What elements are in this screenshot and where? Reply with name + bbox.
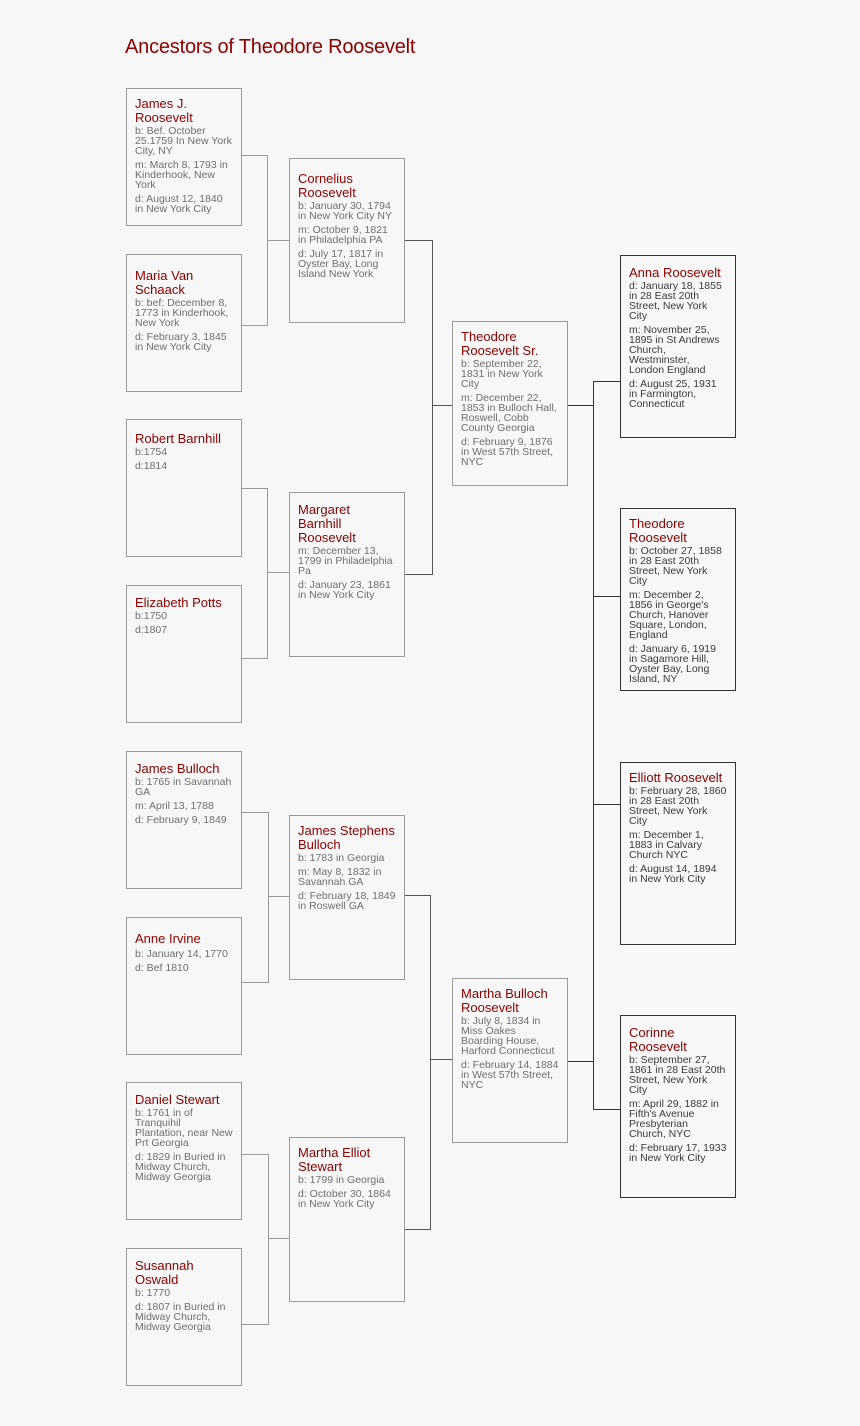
person-name: Martha Bulloch Roosevelt xyxy=(461,986,548,1015)
marriage-fact: m: October 9, 1821 in Philadelphia PA xyxy=(298,224,388,246)
connector-line xyxy=(593,1109,620,1110)
page-title: Ancestors of Theodore Roosevelt xyxy=(125,36,416,58)
connector-line xyxy=(242,1154,269,1155)
person-card-daniel-stewart[interactable] xyxy=(126,1082,242,1220)
marriage-fact: m: December 1, 1883 in Calvary Church NYC xyxy=(629,829,704,861)
connector-line xyxy=(267,240,290,241)
connector-line xyxy=(405,574,432,575)
death-fact: d: 1829 in Buried in Midway Church, Midway Georgia xyxy=(135,1151,226,1183)
birth-fact: b: 1761 in of Tranquihil Plantation, near New Prt Georgia xyxy=(135,1107,233,1149)
person-name: James J. Roosevelt xyxy=(135,96,193,125)
birth-fact: b: 1765 in Savannah GA xyxy=(135,776,232,798)
marriage-fact: m: December 13, 1799 in Philadelphia Pa xyxy=(298,545,393,577)
death-fact: d: 1807 in Buried in Midway Church, Midway Georgia xyxy=(135,1301,226,1333)
death-fact: d: February 17, 1933 in New York City xyxy=(629,1142,727,1164)
connector-line xyxy=(430,1059,452,1060)
person-card-elliott-roosevelt[interactable] xyxy=(620,762,736,945)
person-card-martha-elliot-stewart[interactable] xyxy=(289,1137,405,1302)
connector-line xyxy=(593,381,620,382)
connector-line xyxy=(432,240,433,575)
connector-line xyxy=(242,658,268,659)
person-name: Martha Elliot Stewart xyxy=(298,1145,371,1174)
marriage-fact: m: April 13, 1788 xyxy=(135,800,214,812)
person-name: Robert Barnhill xyxy=(135,431,221,446)
death-fact: d:1814 xyxy=(135,460,168,472)
connector-line xyxy=(268,1238,290,1239)
birth-fact: b: February 28, 1860 in 28 East 20th Street, New York City xyxy=(629,785,727,827)
person-name: Theodore Roosevelt Sr. xyxy=(461,329,539,358)
person-name: Daniel Stewart xyxy=(135,1092,220,1107)
person-name: Theodore Roosevelt xyxy=(629,516,687,545)
person-card-susannah-oswald[interactable] xyxy=(126,1248,242,1386)
birth-fact: b: January 30, 1794 in New York City NY xyxy=(298,200,392,222)
person-card-anna-roosevelt[interactable] xyxy=(620,255,736,438)
death-fact: d:1807 xyxy=(135,624,168,636)
person-name: Margaret Barnhill Roosevelt xyxy=(298,502,356,545)
death-fact: d: Bef 1810 xyxy=(135,962,189,974)
death-fact: d: January 23, 1861 in New York City xyxy=(298,579,391,601)
birth-fact: b: September 27, 1861 in 28 East 20th Street, New York City xyxy=(629,1054,726,1096)
person-name: James Bulloch xyxy=(135,761,220,776)
person-card-james-stephens-bulloch[interactable] xyxy=(289,815,405,980)
connector-line xyxy=(242,155,268,156)
birth-fact: b: bef: December 8, 1773 in Kinderhook, New York xyxy=(135,297,229,329)
person-card-margaret-barnhill-roosevelt[interactable] xyxy=(289,492,405,657)
person-card-theodore-roosevelt[interactable] xyxy=(620,508,736,691)
birth-fact: b: 1799 in Georgia xyxy=(298,1174,385,1186)
connector-line xyxy=(568,405,594,406)
death-fact: d: August 14, 1894 in New York City xyxy=(629,863,717,885)
person-card-robert-barnhill[interactable] xyxy=(126,419,242,557)
connector-line xyxy=(242,325,268,326)
connector-line xyxy=(432,405,452,406)
person-name: Maria Van Schaack xyxy=(135,268,194,297)
connector-line xyxy=(268,896,290,897)
person-card-maria-van-schaack[interactable] xyxy=(126,254,242,392)
birth-fact: b: January 14, 1770 xyxy=(135,948,228,960)
death-fact: d: February 9, 1849 xyxy=(135,814,227,826)
connector-line xyxy=(593,804,620,805)
birth-fact: b: July 8, 1834 in Miss Oakes Boarding House, Harford Connecticut xyxy=(461,1015,555,1057)
connector-line xyxy=(430,895,431,1230)
connector-line xyxy=(242,1324,269,1325)
birth-fact: b:1754 xyxy=(135,446,168,458)
marriage-fact: m: April 29, 1882 in Fifth's Avenue Presbyterian Church, NYC xyxy=(629,1098,719,1140)
connector-line xyxy=(405,895,431,896)
person-card-elizabeth-potts[interactable] xyxy=(126,585,242,723)
connector-line xyxy=(267,488,268,659)
person-card-martha-bulloch-roosevelt[interactable] xyxy=(452,978,568,1143)
connector-line xyxy=(242,982,269,983)
person-card-corinne-roosevelt[interactable] xyxy=(620,1015,736,1198)
death-fact: d: February 18, 1849 in Roswell GA xyxy=(298,890,396,912)
person-name: Cornelius Roosevelt xyxy=(298,171,356,200)
death-fact: d: August 25, 1931 in Farmington, Connecticut xyxy=(629,378,717,410)
death-fact: d: February 9, 1876 in West 57th Street, NYC xyxy=(461,436,554,468)
person-card-theodore-roosevelt-sr[interactable] xyxy=(452,321,568,486)
connector-line xyxy=(242,488,268,489)
birth-fact: b: 1770 xyxy=(135,1287,171,1299)
connector-line xyxy=(405,240,432,241)
marriage-fact: m: November 25, 1895 in St Andrews Church, Westminster, London England xyxy=(629,324,720,376)
connector-line xyxy=(568,1061,594,1062)
person-name: Corinne Roosevelt xyxy=(629,1025,687,1054)
connector-line xyxy=(267,572,290,573)
marriage-fact: m: December 22, 1853 in Bulloch Hall, Roswell, Cobb County Georgia xyxy=(461,392,557,434)
death-fact: d: February 14, 1884 in West 57th Street, NYC xyxy=(461,1059,559,1091)
death-fact: d: January 6, 1919 in Sagamore Hill, Oyster Bay, Long Island, NY xyxy=(629,643,716,685)
connector-line xyxy=(242,812,269,813)
connector-line xyxy=(268,812,269,983)
birth-fact: b:1750 xyxy=(135,610,168,622)
marriage-fact: m: March 8, 1793 in Kinderhook, New York xyxy=(135,159,228,191)
marriage-fact: m: December 2, 1856 in George's Church, Hanover Square, London, England xyxy=(629,589,709,641)
birth-fact: b: 1783 in Georgia xyxy=(298,852,385,864)
person-name: Elliott Roosevelt xyxy=(629,770,723,785)
person-name: Anna Roosevelt xyxy=(629,265,721,280)
death-fact: d: July 17, 1817 in Oyster Bay, Long Island New York xyxy=(298,248,384,280)
person-card-anne-irvine[interactable] xyxy=(126,917,242,1055)
marriage-fact: m: May 8, 1832 in Savannah GA xyxy=(298,866,382,888)
connector-line xyxy=(405,1229,431,1230)
birth-fact: b: October 27, 1858 in 28 East 20th Street, New York City xyxy=(629,545,722,587)
connector-line xyxy=(268,1154,269,1325)
death-fact: d: February 3, 1845 in New York City xyxy=(135,331,227,353)
person-name: Susannah Oswald xyxy=(135,1258,194,1287)
person-card-james-bulloch[interactable] xyxy=(126,751,242,889)
person-card-cornelius-roosevelt[interactable] xyxy=(289,158,405,323)
birth-fact: b: Bef. October 25.1759 In New York City, NY xyxy=(135,125,232,157)
person-name: Elizabeth Potts xyxy=(135,595,222,610)
person-name: James Stephens Bulloch xyxy=(298,823,395,852)
person-card-james-j-roosevelt[interactable] xyxy=(126,88,242,226)
birth-fact: d: January 18, 1855 in 28 East 20th Street, New York City xyxy=(629,280,722,322)
person-name: Anne Irvine xyxy=(135,931,201,946)
connector-line xyxy=(593,381,594,1110)
birth-fact: b: September 22, 1831 in New York City xyxy=(461,358,543,390)
death-fact: d: August 12, 1840 in New York City xyxy=(135,193,223,215)
connector-line xyxy=(593,596,620,597)
death-fact: d: October 30, 1864 in New York City xyxy=(298,1188,391,1210)
